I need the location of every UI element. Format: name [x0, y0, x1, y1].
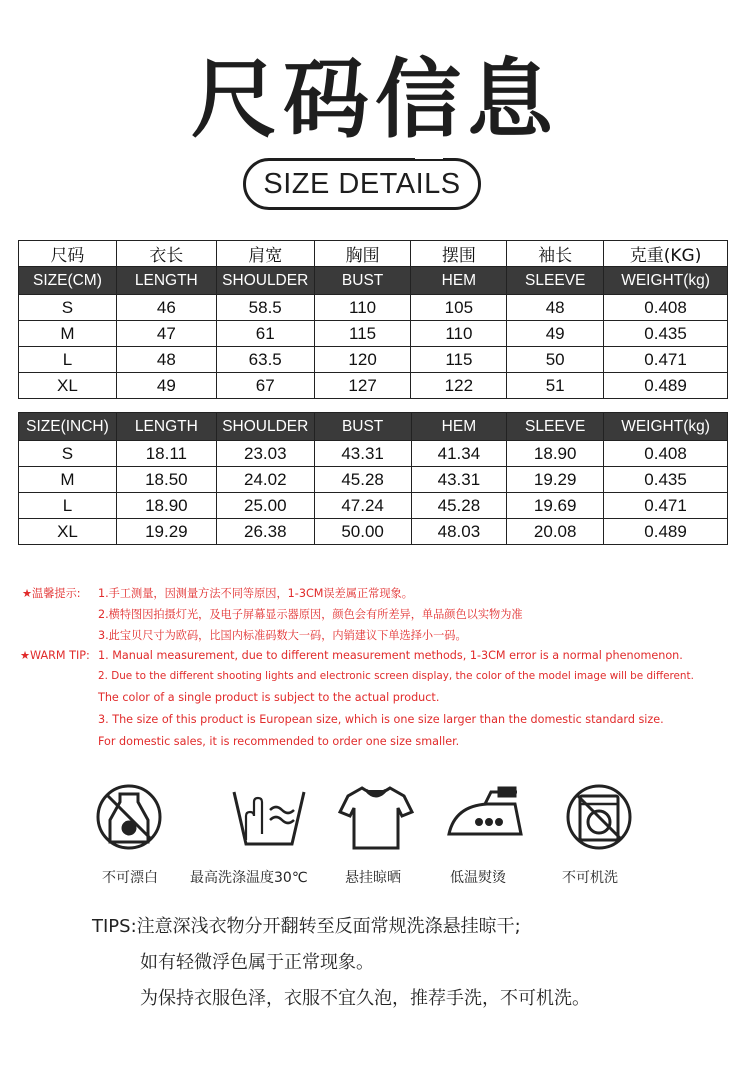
table-cell: 19.69: [507, 493, 604, 519]
warm-tip-line: 3.此宝贝尺寸为欧码，比国内标准码数大一码，内销建议下单选择小一码。: [98, 629, 467, 642]
table-cell: 41.34: [411, 441, 507, 467]
table-cell: M: [19, 467, 117, 493]
no-machine-wash-icon: [534, 782, 664, 852]
care-label: 悬挂晾晒: [345, 870, 401, 886]
table-cell: 48: [507, 295, 604, 321]
table-cell: 43.31: [411, 467, 507, 493]
table-cell: XL: [19, 373, 117, 399]
bottom-tip-line: TIPS:注意深浅衣物分开翻转至反面常规洗涤悬挂晾干;: [92, 916, 521, 937]
table-cell: 18.50: [116, 467, 216, 493]
table-cell: 48: [116, 347, 216, 373]
table-cell: XL: [19, 519, 117, 545]
header-cell: WEIGHT(kg): [604, 267, 728, 295]
table-cell: 19.29: [116, 519, 216, 545]
warm-tip-line: The color of a single product is subject to the actual product.: [98, 691, 440, 704]
table-cell: S: [19, 441, 117, 467]
table-cell: 0.408: [604, 295, 728, 321]
header-cell: SLEEVE: [507, 413, 604, 441]
warm-tip-line: 1.手工测量，因测量方法不同等原因，1-3CM误差属正常现象。: [98, 587, 413, 600]
table-cell: 46: [116, 295, 216, 321]
table-cell: 0.435: [604, 467, 728, 493]
table-cell: 45.28: [411, 493, 507, 519]
low-iron-icon: [421, 782, 551, 852]
table-cell: 43.31: [314, 441, 411, 467]
warm-tip-line: 2.横特图因拍摄灯光，及电子屏幕显示器原因，颜色会有所差异，单品颜色以实物为准: [98, 608, 523, 621]
table-cell: 115: [411, 347, 507, 373]
table-cell: 45.28: [314, 467, 411, 493]
table-cell: 50: [507, 347, 604, 373]
table-cell: 26.38: [216, 519, 314, 545]
table-cell: M: [19, 321, 117, 347]
table-row: [19, 295, 728, 321]
header-cell: 尺码: [19, 241, 117, 267]
table-cell: 0.471: [604, 493, 728, 519]
table-row: [19, 321, 728, 347]
care-label: 低温熨烫: [450, 870, 506, 886]
table-cell: 0.471: [604, 347, 728, 373]
table-row: [19, 493, 728, 519]
table-row: [19, 467, 728, 493]
table-cell: 122: [411, 373, 507, 399]
header-cell: SHOULDER: [216, 413, 314, 441]
table-cell: 24.02: [216, 467, 314, 493]
header-cell: 克重(KG): [604, 241, 728, 267]
header-cell: BUST: [314, 413, 411, 441]
table-cell: 110: [411, 321, 507, 347]
table-row: [19, 519, 728, 545]
header-cell: HEM: [411, 267, 507, 295]
header-cell: 胸围: [314, 241, 411, 267]
table-cell: 61: [216, 321, 314, 347]
care-label: 最高洗涤温度30℃: [190, 870, 308, 886]
table-cell: 0.435: [604, 321, 728, 347]
table-cell: 63.5: [216, 347, 314, 373]
warm-tip-line: 2. Due to the different shooting lights and electronic screen display, the color of the model image will be different.: [98, 670, 694, 682]
table-cell: L: [19, 493, 117, 519]
header-cell: 摆围: [411, 241, 507, 267]
header-cell: HEM: [411, 413, 507, 441]
table-cell: 105: [411, 295, 507, 321]
table-cell: 120: [314, 347, 411, 373]
table-cell: 49: [507, 321, 604, 347]
header-cell: LENGTH: [116, 267, 216, 295]
table-cell: 58.5: [216, 295, 314, 321]
table-cell: 50.00: [314, 519, 411, 545]
header-cell: 衣长: [116, 241, 216, 267]
size-table-cm: [18, 240, 728, 399]
table-cell: 18.11: [116, 441, 216, 467]
header-cell: WEIGHT(kg): [604, 413, 728, 441]
header-cell: SIZE(CM): [19, 267, 117, 295]
warm-tip-en-label: ★WARM TIP:: [20, 649, 90, 662]
header-cell: SIZE(INCH): [19, 413, 117, 441]
table-cell: 19.29: [507, 467, 604, 493]
size-table-inch: [18, 412, 728, 545]
table-row: [19, 441, 728, 467]
bottom-tip-line: 如有轻微浮色属于正常现象。: [140, 952, 374, 973]
header-cell: 袖长: [507, 241, 604, 267]
badge-gap: [415, 153, 443, 159]
table-cell: 127: [314, 373, 411, 399]
header-cell: LENGTH: [116, 413, 216, 441]
bottom-tip-line: 为保持衣服色泽，衣服不宜久泡，推荐手洗，不可机洗。: [140, 988, 590, 1009]
header-cell: SHOULDER: [216, 267, 314, 295]
table-cell: 18.90: [116, 493, 216, 519]
table-cell: 0.408: [604, 441, 728, 467]
table-cell: 67: [216, 373, 314, 399]
table-cell: 110: [314, 295, 411, 321]
table-cell: 115: [314, 321, 411, 347]
table-cell: 0.489: [604, 373, 728, 399]
table-row: [19, 373, 728, 399]
warm-tip-line: For domestic sales, it is recommended to order one size smaller.: [98, 735, 460, 748]
page-subtitle-badge: SIZE DETAILS: [243, 158, 481, 210]
table-cell: 20.08: [507, 519, 604, 545]
care-label: 不可漂白: [102, 870, 158, 886]
table-cell: 47.24: [314, 493, 411, 519]
page-title: 尺码信息: [191, 50, 559, 150]
table-cell: 49: [116, 373, 216, 399]
table-row: [19, 347, 728, 373]
table-cell: L: [19, 347, 117, 373]
table-header-en: [19, 413, 728, 441]
header-cell: 肩宽: [216, 241, 314, 267]
warm-tip-cn-label: ★温馨提示:: [22, 587, 81, 600]
table-cell: 47: [116, 321, 216, 347]
table-header-cn: [19, 241, 728, 267]
table-cell: 25.00: [216, 493, 314, 519]
header-cell: BUST: [314, 267, 411, 295]
warm-tip-line: 3. The size of this product is European size, which is one size larger than the domestic standard size.: [98, 713, 664, 726]
table-cell: S: [19, 295, 117, 321]
header-cell: SLEEVE: [507, 267, 604, 295]
no-bleach-icon: [64, 782, 194, 852]
table-cell: 51: [507, 373, 604, 399]
warm-tip-line: 1. Manual measurement, due to different measurement methods, 1-3CM error is a normal phenomenon.: [98, 649, 683, 662]
table-cell: 0.489: [604, 519, 728, 545]
table-cell: 18.90: [507, 441, 604, 467]
table-cell: 23.03: [216, 441, 314, 467]
table-cell: 48.03: [411, 519, 507, 545]
care-label: 不可机洗: [562, 870, 618, 886]
table-header-en: [19, 267, 728, 295]
